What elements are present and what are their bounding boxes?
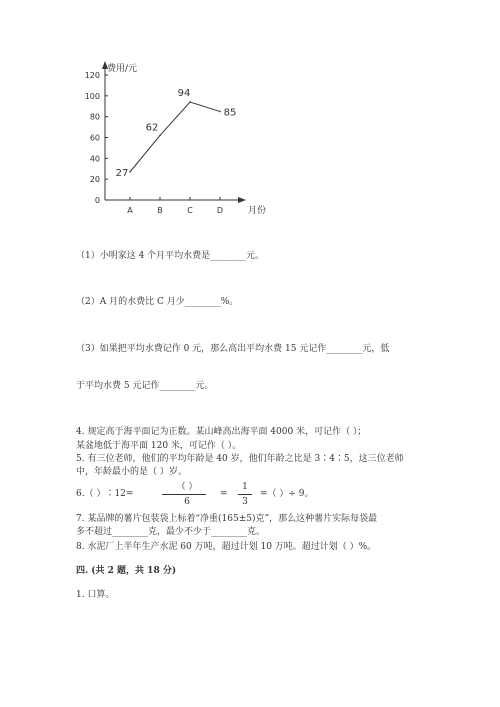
data-point xyxy=(189,101,191,103)
x-tick-label: B xyxy=(157,206,163,215)
x-tick-label: D xyxy=(216,206,224,215)
q6-fraction-2-numerator: 1 xyxy=(242,482,248,492)
question-1: （1）小明家这 4 个月平均水费是________元。 xyxy=(76,251,265,261)
q6-suffix: =（ ）÷ 9。 xyxy=(260,489,314,499)
question-5-line-1: 5. 有三位老师，他们的平均年龄是 40 岁，他们年龄之比是 3∶4∶5，这三位老师 xyxy=(76,454,404,464)
y-tick-label: 100 xyxy=(84,91,100,101)
question-4-line-2: 某盆地低于海平面 120 米，可记作（ ）。 xyxy=(76,441,242,451)
question-5-line-2: 中，年龄最小的是（ ）岁。 xyxy=(76,467,187,477)
q6-fraction-1-denominator: 6 xyxy=(184,497,190,507)
q6-fraction-1-bar xyxy=(162,494,206,495)
question-6-prefix: 6.（ ）∶12= xyxy=(76,489,134,499)
x-axis-label: 月份 xyxy=(248,206,267,216)
y-axis-label: 费用/元 xyxy=(107,64,138,74)
x-tick-label: C xyxy=(187,206,193,215)
question-2: （2）A 月的水费比 C 月少________%。 xyxy=(76,297,239,307)
data-label: 62 xyxy=(145,122,159,134)
y-tick-label: 0 xyxy=(94,196,100,205)
data-point xyxy=(129,171,131,173)
y-tick-label: 40 xyxy=(89,154,100,164)
question-4-line-1: 4. 规定高于海平面记为正数。某山峰高出海平面 4000 米，可记作（ ）； xyxy=(76,427,367,437)
line-chart xyxy=(70,55,270,225)
series-line xyxy=(130,102,220,172)
data-point xyxy=(219,111,221,113)
question-mental-arithmetic: 1. 口算。 xyxy=(76,590,115,600)
data-label: 27 xyxy=(115,167,129,179)
q6-fraction-2-bar xyxy=(238,494,252,495)
question-8: 8. 水泥厂上半年生产水泥 60 万吨，超过计划 10 万吨。超过计划（ ）%。 xyxy=(76,542,377,552)
q6-fraction-1-numerator: （ ） xyxy=(176,482,198,492)
question-3-line-2: 于平均水费 5 元记作________元。 xyxy=(76,381,214,391)
y-tick-label: 80 xyxy=(89,112,100,122)
section-heading: 四. (共 2 题，共 18 分) xyxy=(76,566,177,576)
y-tick-label: 60 xyxy=(89,133,100,143)
question-7-line-2: 多不超过________克，最少不少于________克。 xyxy=(76,527,266,537)
x-tick-label: A xyxy=(127,206,133,215)
question-3-line-1: （3）如果把平均水费记作 0 元，那么高出平均水费 15 元记作________元，低 xyxy=(76,344,390,354)
y-tick-label: 20 xyxy=(89,175,100,185)
data-label: 94 xyxy=(177,88,191,100)
q6-equals: = xyxy=(220,489,228,499)
question-7-line-1: 7. 某品牌的薯片包装袋上标着“净重(165±5)克”，那么这种薯片实际每袋最 xyxy=(76,514,378,524)
y-tick-label: 120 xyxy=(84,71,100,80)
data-point xyxy=(159,135,161,137)
data-label: 85 xyxy=(223,107,237,119)
q6-fraction-2-denominator: 3 xyxy=(242,497,248,507)
x-axis-arrow xyxy=(238,197,246,203)
